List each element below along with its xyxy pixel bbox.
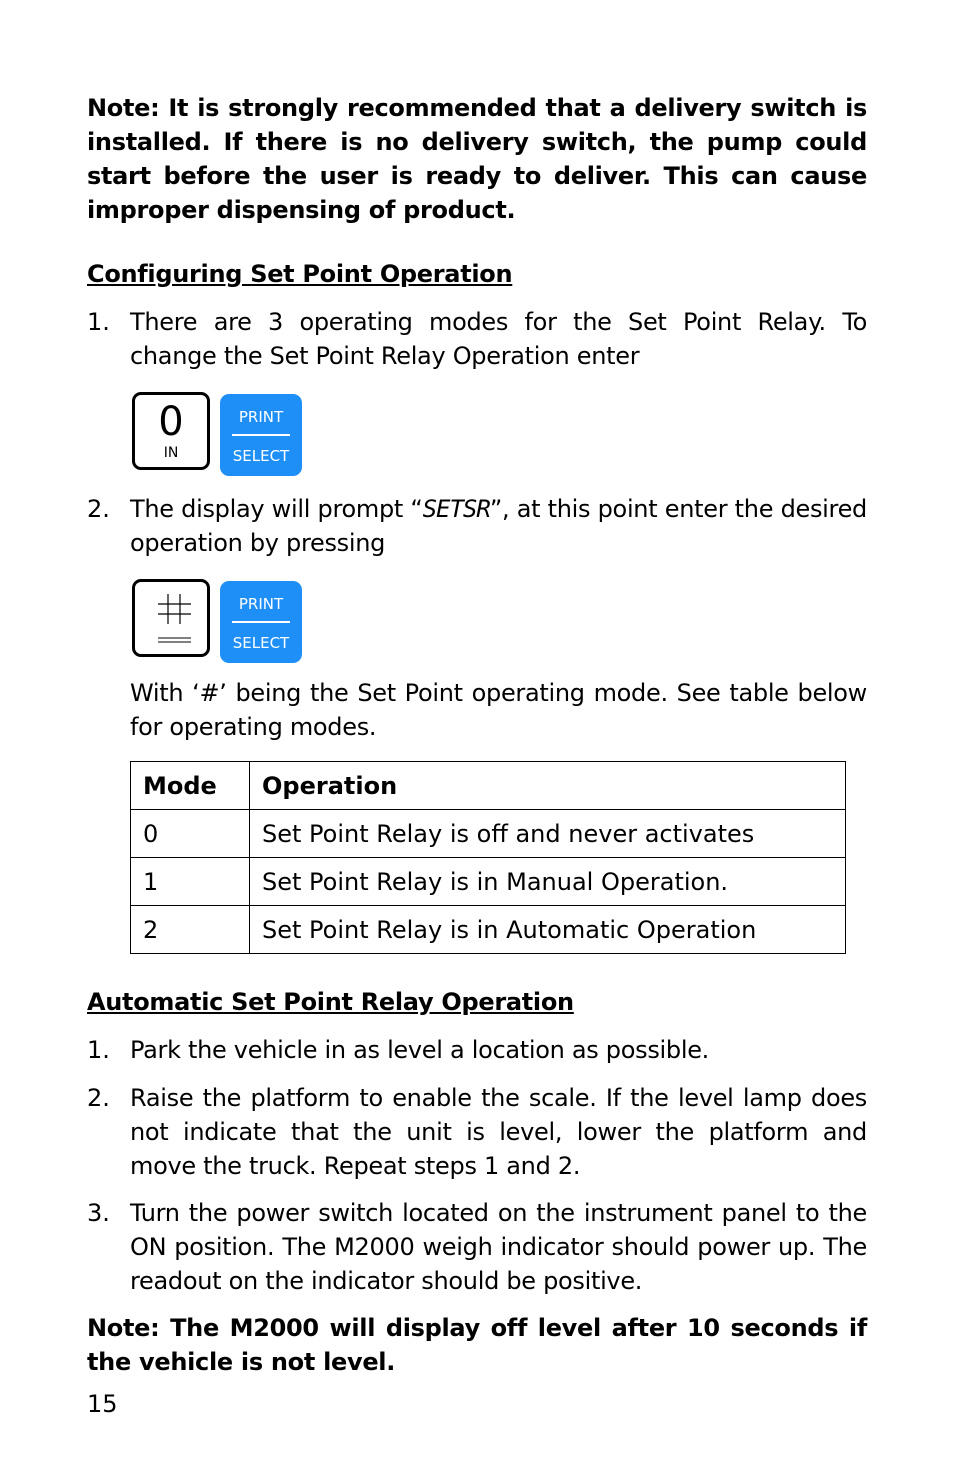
note-delivery-switch: Note: It is strongly recommended that a delivery switch is installed. If there is no delivery switch, the pump could start before the user is ready to deliver. This can cause improper dispensing of product.	[87, 94, 867, 224]
list-item-text: Turn the power switch located on the instrument panel to the ON position. The M2000 weigh indicator should power up. The readout on the indicator should be positive.	[130, 1199, 867, 1295]
note-off-level: Note: The M2000 will display off level after 10 seconds if the vehicle is not level.	[87, 1314, 867, 1376]
page-number: 15	[87, 1390, 118, 1418]
table-cell-mode: 2	[131, 906, 250, 954]
key-sublabel: IN	[163, 445, 179, 461]
key-print-label: PRINT	[238, 408, 284, 426]
key-divider	[232, 621, 290, 623]
prompt-text-post: ”, at this point enter the desired operation by pressing	[130, 495, 867, 557]
table-cell-operation: Set Point Relay is in Manual Operation.	[250, 858, 846, 906]
table-header-mode: Mode	[131, 762, 250, 810]
mode-explanation: With ‘#’ being the Set Point operating mode. See table below for operating modes.	[130, 679, 867, 741]
table-header-row	[131, 762, 846, 810]
table-cell-mode: 0	[131, 810, 250, 858]
table-cell-operation: Set Point Relay is in Automatic Operation	[250, 906, 846, 954]
list-item-number: 3.	[87, 1199, 110, 1227]
list-item-number: 2.	[87, 495, 110, 523]
prompt-text-pre: The display will prompt “	[130, 495, 423, 523]
table-row	[131, 906, 846, 954]
key-select-label: SELECT	[232, 634, 290, 652]
table-cell-mode: 1	[131, 858, 250, 906]
key-print-label: PRINT	[238, 595, 284, 613]
print-select-key	[220, 394, 302, 476]
list-item-text	[130, 492, 867, 560]
list-item-number: 1.	[87, 1036, 110, 1064]
list-item-text: Park the vehicle in as level a location as possible.	[130, 1036, 709, 1064]
key-divider	[232, 434, 290, 436]
key-select-label: SELECT	[232, 447, 290, 465]
table-header-operation: Operation	[250, 762, 846, 810]
lcd-prompt: SETSR	[422, 495, 490, 523]
key-digit: 0	[158, 399, 184, 445]
section-heading-automatic: Automatic Set Point Relay Operation	[87, 988, 574, 1016]
table-cell-operation: Set Point Relay is off and never activates	[250, 810, 846, 858]
section-heading-configuring: Configuring Set Point Operation	[87, 260, 513, 288]
print-select-key	[220, 581, 302, 663]
zero-in-key	[132, 392, 210, 470]
list-item-number: 2.	[87, 1084, 110, 1112]
list-item-number: 1.	[87, 308, 110, 336]
list-item-text: There are 3 operating modes for the Set Point Relay. To change the Set Point Relay Operation enter	[130, 308, 867, 370]
table-row	[131, 858, 846, 906]
modes-table	[130, 761, 846, 954]
hash-key	[132, 579, 210, 657]
list-item-text: Raise the platform to enable the scale. If the level lamp does not indicate that the unit is level, lower the platform and move the truck. Repeat steps 1 and 2.	[130, 1084, 867, 1180]
table-row	[131, 810, 846, 858]
hash-icon	[135, 582, 207, 654]
